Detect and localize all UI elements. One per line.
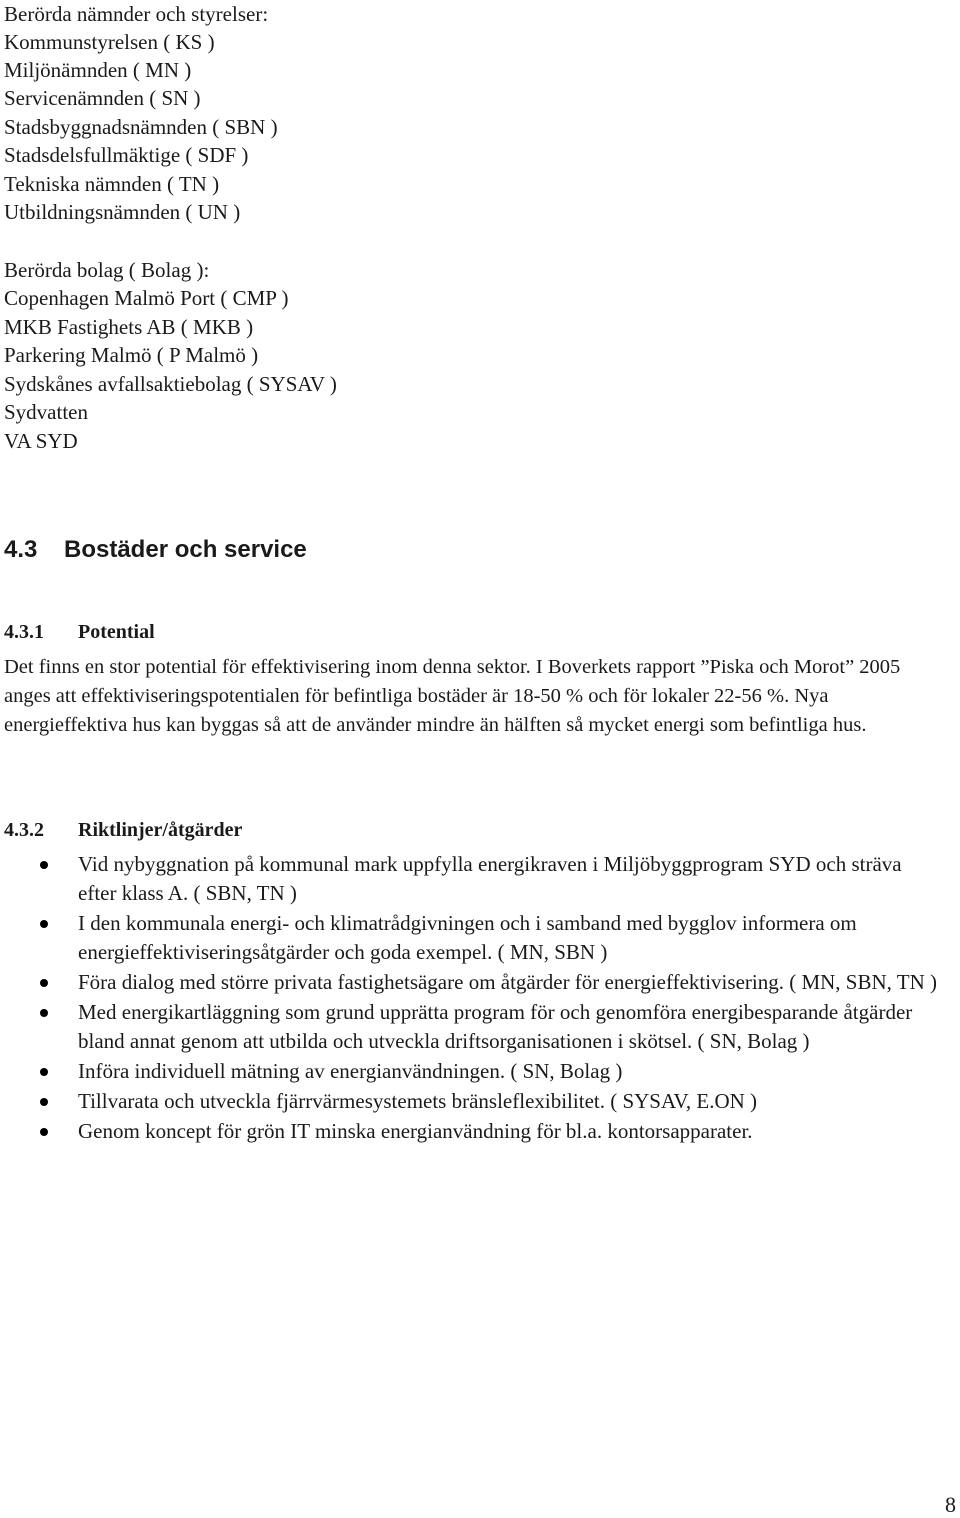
potential-number: 4.3.1 [4, 621, 44, 643]
page-number: 8 [945, 1492, 956, 1517]
list-item-text: Tillvarata och utveckla fjärrvärmesystemets bränsleflexibilitet. ( SYSAV, E.ON ) [78, 1089, 758, 1113]
bullet-icon [40, 1068, 48, 1076]
list-item-text: Införa individuell mätning av energianvändningen. ( SN, Bolag ) [78, 1059, 623, 1083]
section-heading [4, 535, 307, 565]
list-item [0, 998, 940, 1056]
companies-heading: Berörda bolag ( Bolag ): [4, 258, 210, 282]
list-item [0, 1087, 940, 1116]
company-item: Sydvatten [4, 400, 88, 424]
guidelines-heading [4, 816, 242, 844]
potential-title: Potential [78, 621, 155, 643]
company-item: Parkering Malmö ( P Malmö ) [4, 343, 259, 367]
bullet-icon [40, 979, 48, 987]
potential-heading [4, 618, 155, 646]
bullet-icon [40, 1128, 48, 1136]
committee-item: Servicenämnden ( SN ) [4, 86, 201, 110]
bullet-icon [40, 1009, 48, 1017]
list-item [0, 850, 940, 908]
list-item-text: Vid nybyggnation på kommunal mark uppfylla energikraven i Miljöbyggprogram SYD och sträva efter klass A. ( SBN, TN ) [78, 852, 902, 905]
list-item-text: I den kommunala energi- och klimatrådgivningen och i samband med bygglov informera om energieffektiviseringsåtgärder och goda exempel. ( MN, SBN ) [78, 911, 857, 964]
section-number: 4.3 [4, 536, 38, 563]
list-item [0, 1057, 940, 1086]
list-item-text: Genom koncept för grön IT minska energianvändning för bl.a. kontorsapparater. [78, 1119, 753, 1143]
list-item-text: Föra dialog med större privata fastighetsägare om åtgärder för energieffektivisering. ( MN, SBN, TN ) [78, 970, 938, 994]
guidelines-list [0, 850, 940, 1147]
company-item: Copenhagen Malmö Port ( CMP ) [4, 286, 289, 310]
committee-item: Utbildningsnämnden ( UN ) [4, 200, 241, 224]
potential-paragraph: Det finns en stor potential för effektivisering inom denna sektor. I Boverkets rapport ”Piska och Morot” 2005 anges att effektiviseringspotentialen för befintliga bostäder är 18-50 % och för lokaler 22-56 %. Nya energieffektiva hus kan byggas så att de använder mindre än hälften så mycket energi som befintliga hus. [4, 656, 901, 736]
company-item: Sydskånes avfallsaktiebolag ( SYSAV ) [4, 372, 337, 396]
bullet-icon [40, 1098, 48, 1106]
guidelines-title: Riktlinjer/åtgärder [78, 819, 243, 841]
bullet-icon [40, 920, 48, 928]
company-item: MKB Fastighets AB ( MKB ) [4, 315, 254, 339]
committee-item: Kommunstyrelsen ( KS ) [4, 30, 215, 54]
committees-heading: Berörda nämnder och styrelser: [4, 2, 269, 26]
committee-item: Miljönämnden ( MN ) [4, 58, 192, 82]
list-item [0, 968, 940, 997]
section-title: Bostäder och service [64, 536, 307, 563]
committee-item: Stadsbyggnadsnämnden ( SBN ) [4, 115, 278, 139]
committee-item: Tekniska nämnden ( TN ) [4, 172, 220, 196]
list-item [0, 1117, 940, 1146]
list-item-text: Med energikartläggning som grund upprätta program för och genomföra energibesparande åtgärder bland annat genom att utbilda och utveckla driftsorganisationen i skötsel. ( SN, Bolag ) [78, 1000, 913, 1053]
committee-item: Stadsdelsfullmäktige ( SDF ) [4, 143, 249, 167]
guidelines-number: 4.3.2 [4, 819, 44, 841]
company-item: VA SYD [4, 429, 78, 453]
bullet-icon [40, 861, 48, 869]
list-item [0, 909, 940, 967]
